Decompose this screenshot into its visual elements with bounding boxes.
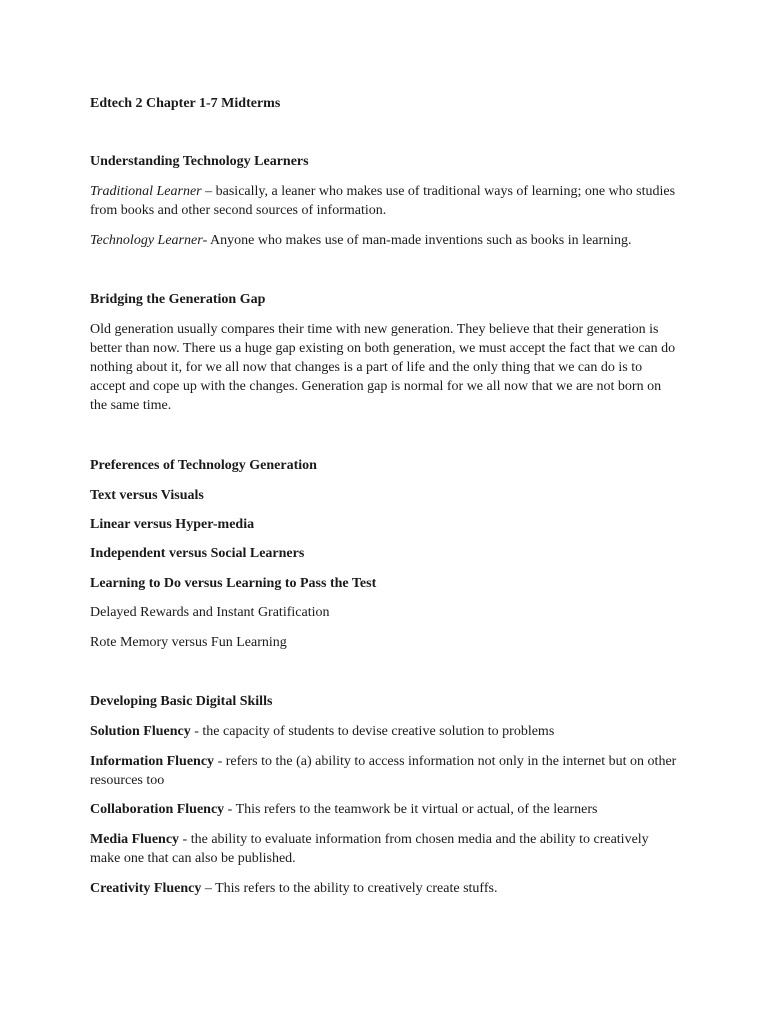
preference-item: Rote Memory versus Fun Learning [90,635,287,650]
skill-item [90,800,678,819]
term-technology-learner: Technology Learner [90,233,203,248]
skill-definition: - the capacity of students to devise creative solution to problems [190,724,555,739]
skill-definition: – This refers to the ability to creatively create stuffs. [201,881,498,896]
skill-term: Information Fluency [90,754,215,769]
preference-item: Linear versus Hyper-media [90,517,255,532]
definition-technology-learner: - Anyone who makes use of man-made inventions such as books in learning. [202,233,632,248]
skill-definition: - refers to the (a) ability to access information not only in the internet but on other resources too [90,754,677,788]
paragraph-generation-gap: Old generation usually compares their time with new generation. They believe that their generation is better than now. There us a huge gap existing on both generation, we must accept the fact that we can do nothing about it, for we all now that changes is a part of life and the only thing that we can do is to accept and cope up with the changes. Generation gap is normal for we all now that we are not born on the same time. [90,322,676,413]
skill-item [90,830,678,868]
definition-traditional-learner: – basically, a leaner who makes use of traditional ways of learning; one who studies from books and other second sources of information. [90,184,676,218]
document-title: Edtech 2 Chapter 1-7 Midterms [90,96,281,111]
preference-item: Delayed Rewards and Instant Gratification [90,605,330,620]
preference-item: Learning to Do versus Learning to Pass the Test [90,576,377,591]
paragraph-traditional-learner [90,182,678,220]
preference-item: Text versus Visuals [90,488,204,503]
term-traditional-learner: Traditional Learner [90,184,202,199]
section-heading-digital-skills: Developing Basic Digital Skills [90,694,273,709]
skill-item [90,722,678,741]
skill-term: Media Fluency [90,832,180,847]
skill-definition: - This refers to the teamwork be it virtual or actual, of the learners [224,802,598,817]
skill-definition: - the ability to evaluate information from chosen media and the ability to creatively make one that can also be published. [90,832,649,866]
paragraph-technology-learner [90,231,678,250]
section-heading-learners: Understanding Technology Learners [90,154,309,169]
skill-term: Solution Fluency [90,724,191,739]
skill-term: Creativity Fluency [90,881,202,896]
section-heading-generation-gap: Bridging the Generation Gap [90,292,266,307]
skill-item [90,752,678,790]
preference-item: Independent versus Social Learners [90,546,305,561]
section-heading-preferences: Preferences of Technology Generation [90,458,317,473]
skill-item [90,879,678,898]
skill-term: Collaboration Fluency [90,802,225,817]
